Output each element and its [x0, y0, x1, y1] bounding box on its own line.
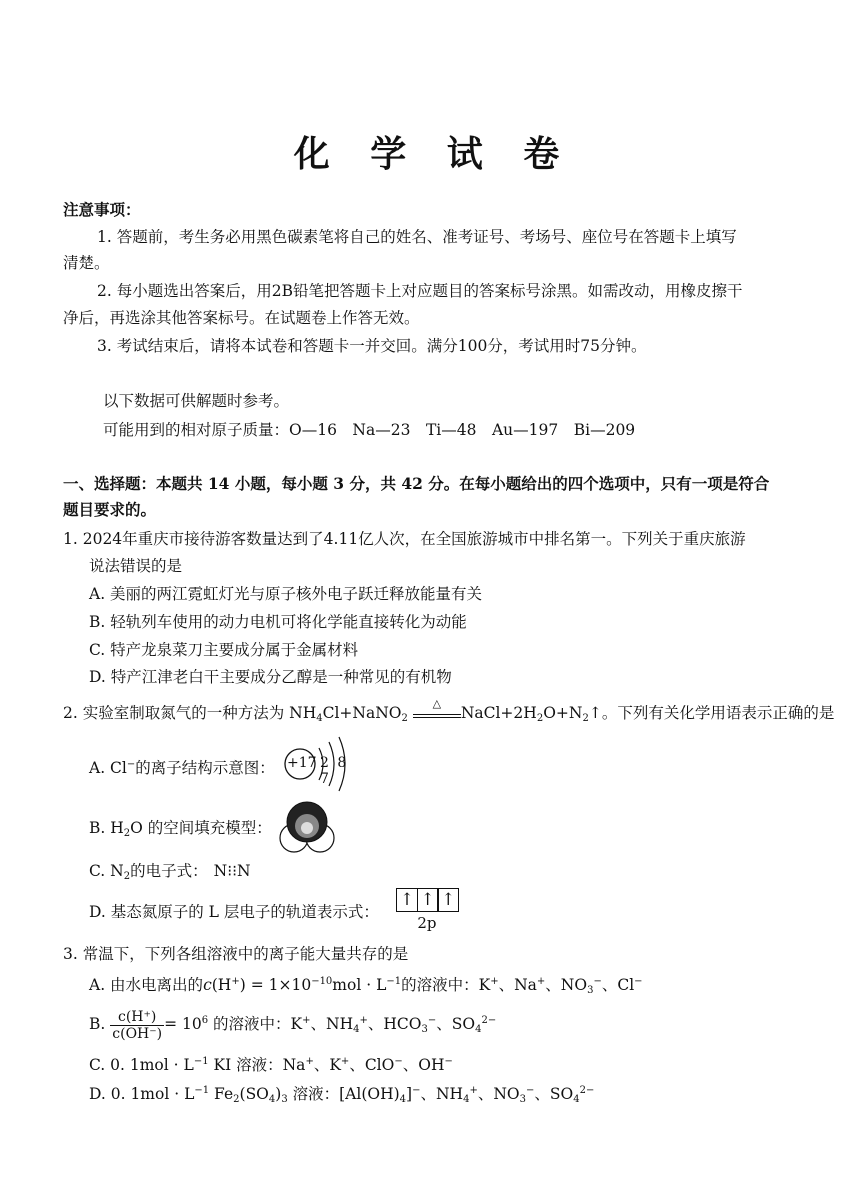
question-3-option-d: D. 0. $1mol \cdot L^{-1}$ $Fe_2(SO_4)_3$ 溶液：$[Al(OH)_4]^-$、$NH_4^+$、$NO_3^-$、$SO_4^{2-}$ — [89, 1085, 595, 1105]
question-1-option-b: B. 轻轨列车使用的动力电机可将化学能直接转化为动能 — [89, 613, 467, 631]
space-filling-model — [276, 800, 338, 860]
orbital-label: 2p — [417, 914, 437, 932]
question-2-option-c: C. $N_2$的电子式： N⁝⁝N — [89, 862, 251, 882]
notice-item: 3. 考试结束后，请将本试卷和答题卡一并交回。满分100分，考试用时75分钟。 — [97, 337, 647, 355]
atomic-masses: 可能用到的相对原子质量：O—16 Na—23 Ti—48 Au—197 Bi—209 — [103, 421, 636, 439]
question-3-option-b: B. $\frac{c(H^+)}{c(OH^-)}$ = $10^6$ 的溶液中：K+、$NH_4^+$、$HCO_3^-$、$SO_4^{2-}$ — [89, 1008, 497, 1042]
notice-item: 1. 答题前，考生务必用黑色碳素笔将自己的姓名、准考证号、考场号、座位号在答题卡上填写 — [97, 228, 737, 246]
water-molecule-icon — [276, 800, 338, 856]
question-1-option-d: D. 特产江津老白干主要成分乙醇是一种常见的有机物 — [89, 668, 452, 686]
ion-structure-diagram — [283, 732, 363, 792]
question-1-stem: 1. 2024年重庆市接待游客数量达到了4.11亿人次，在全国旅游城市中排名第一。下列关于重庆旅游 — [63, 530, 746, 548]
electron-shells: 2 8 7 — [320, 755, 349, 787]
question-2-option-b: B. $H_2O$ 的空间填充模型： — [89, 819, 272, 839]
heating-arrow: △ — [413, 706, 461, 718]
orbital-box: ↑ — [396, 888, 418, 912]
orbital-box: ↑ — [417, 888, 439, 912]
reference-intro: 以下数据可供解题时参考。 — [103, 392, 290, 410]
section-heading: 一、选择题：本题共 14 小题，每小题 3 分，共 42 分。在每小题给出的四个选项中，只有一项是符合 — [63, 474, 770, 493]
question-2-option-a: A. Cl−的离子结构示意图： — [89, 759, 275, 777]
question-3-stem: 3. 常温下，下列各组溶液中的离子能大量共存的是 — [63, 945, 409, 963]
section-heading-cont: 题目要求的。 — [63, 500, 157, 519]
question-1-stem-cont: 说法错误的是 — [89, 557, 183, 575]
notice-item: 2. 每小题选出答案后，用2B铅笔把答题卡上对应题目的答案标号涂黑。如需改动，用橡皮擦干 — [97, 282, 743, 300]
question-3-option-a: A. 由水电离出的$c(H^+) = 1\times 10^{-10}mol \cdot L^{-1}$的溶液中：K+、Na+、$NO_3^-$、Cl− — [89, 976, 643, 996]
question-3-option-c: C. 0. $1mol \cdot L^{-1}$ KI 溶液：Na+、K+、ClO−、OH− — [89, 1056, 453, 1074]
nucleus-charge: +17 — [287, 755, 317, 771]
question-1-option-a: A. 美丽的两江霓虹灯光与原子核外电子跃迁释放能量有关 — [89, 585, 483, 603]
question-2-stem: 2. 实验室制取氮气的一种方法为 $NH_4Cl+NaNO_2$ △ $NaCl+2H_2O+N_2↑$。下列有关化学用语表示正确的是 — [63, 697, 835, 724]
notice-item: 清楚。 — [63, 254, 110, 272]
orbital-diagram — [396, 888, 458, 932]
question-1-option-c: C. 特产龙泉菜刀主要成分属于金属材料 — [89, 641, 359, 659]
orbital-box: ↑ — [437, 888, 459, 912]
electron-formula: N⁝⁝N — [213, 862, 251, 880]
concentration-ratio: $\frac{c(H^+)}{c(OH^-)}$ — [112, 1008, 163, 1042]
page-title: 化 学 试 卷 — [293, 133, 574, 175]
notice-heading: 注意事项： — [63, 200, 141, 219]
notice-item: 净后，再选涂其他答案标号。在试题卷上作答无效。 — [63, 309, 420, 327]
question-2-option-d: D. 基态氮原子的 L 层电子的轨道表示式： — [89, 903, 379, 921]
